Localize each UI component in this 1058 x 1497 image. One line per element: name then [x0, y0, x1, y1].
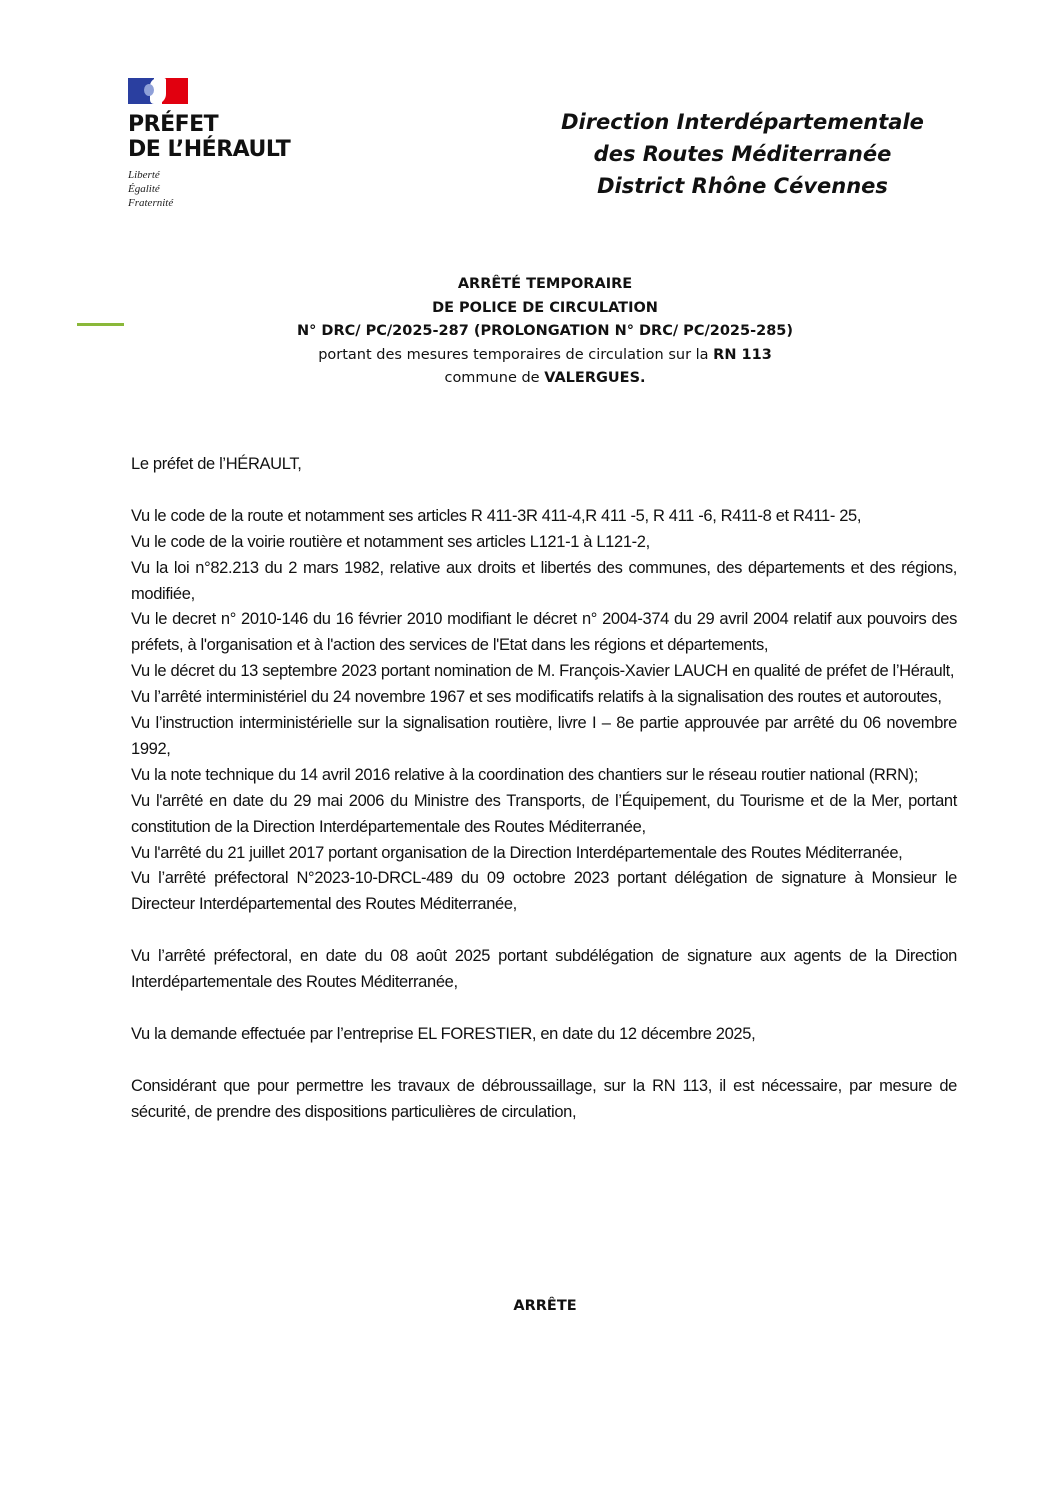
- visa-item: Vu le code de la voirie routière et notamment ses articles L121-1 à L121-2,: [131, 532, 650, 551]
- directorate-line2: des Routes Méditerranée: [593, 142, 892, 166]
- decision-heading: ARRÊTE: [513, 1298, 577, 1314]
- prefecture-name: [128, 112, 298, 162]
- visa-item: Vu l’instruction interministérielle sur la signalisation routière, livre I – 8e partie approuvée par arrêté du 06 novembre 1992,: [131, 714, 957, 758]
- visa-item: Vu le decret n° 2010-146 du 16 février 2010 modifiant le décret n° 2004-374 du 29 avril 2004 relatif aux pouvoirs des préfets, à l'organisation et à l'action des services de l'Etat dans les régions et départements,: [131, 610, 957, 655]
- motto-fraternite: Fraternité: [128, 197, 174, 209]
- motto-liberte: Liberté: [128, 169, 160, 181]
- visa-item: Vu le décret du 13 septembre 2023 portant nomination de M. François-Xavier LAUCH en qualité de préfet de l’Hérault,: [131, 662, 955, 681]
- visa-item: Vu l'arrêté en date du 29 mai 2006 du Ministre des Transports, de l’Équipement, du Tourisme et de la Mer, portant constitution de la Direction Interdépartementale des Routes Méditerranée,: [131, 791, 957, 836]
- visa-item: Vu la note technique du 14 avril 2016 relative à la coordination des chantiers sur le réseau routier national (RRN);: [131, 765, 919, 784]
- commune-name: VALERGUES.: [544, 370, 646, 386]
- visa-item: Vu l’arrêté interministériel du 24 novembre 1967 et ses modificatifs relatifs à la signalisation des routes et autoroutes,: [131, 688, 942, 707]
- commune-prefix: commune de: [444, 370, 545, 386]
- road-name: RN 113: [713, 346, 772, 363]
- decree-body: [131, 452, 957, 1126]
- motto-egalite: Égalité: [128, 183, 160, 195]
- title-line2: DE POLICE DE CIRCULATION: [432, 299, 658, 316]
- accent-rule: [77, 323, 124, 326]
- prefecture-logo: [128, 78, 298, 210]
- title-line1: ARRÊTÉ TEMPORAIRE: [457, 276, 633, 292]
- issuing-directorate: [520, 106, 965, 202]
- marianne-flag-icon: [128, 78, 188, 104]
- request-visa: Vu la demande effectuée par l’entreprise EL FORESTIER, en date du 12 décembre 2025,: [131, 1024, 756, 1043]
- decree-title: [200, 273, 890, 391]
- subject-text: portant des mesures temporaires de circulation sur la: [318, 346, 714, 363]
- decree-subject: [200, 344, 890, 368]
- visa-item: Vu le code de la route et notamment ses articles R 411-3R 411-4,R 411 -5, R 411 -6, R411-8 et R411- 25,: [131, 506, 862, 525]
- prefecture-name-line1: PRÉFET: [128, 112, 219, 137]
- directorate-line1: Direction Interdépartementale: [561, 110, 924, 134]
- visa-item: Vu l'arrêté du 21 juillet 2017 portant organisation de la Direction Interdépartementale des Routes Méditerranée,: [131, 843, 903, 862]
- republic-motto: [128, 168, 298, 210]
- considering-clause: Considérant que pour permettre les travaux de débroussaillage, sur la RN 113, il est nécessaire, par mesure de sécurité, de prendre des dispositions particulières de circulation,: [131, 1076, 957, 1121]
- visa-item: Vu l’arrêté préfectoral N°2023-10-DRCL-489 du 09 octobre 2023 portant délégation de signature à Monsieur le Directeur Interdépartemental des Routes Méditerranée,: [131, 869, 957, 914]
- visa-item: Vu la loi n°82.213 du 2 mars 1982, relative aux droits et libertés des communes, des départements et des régions, modifiée,: [131, 558, 957, 603]
- decree-number: N° DRC/ PC/2025-287 (PROLONGATION N° DRC/ PC/2025-285): [296, 323, 794, 339]
- marianne-face-mark: [144, 84, 154, 96]
- directorate-line3: District Rhône Cévennes: [597, 174, 888, 198]
- subdelegation-visa: Vu l’arrêté préfectoral, en date du 08 août 2025 portant subdélégation de signature aux agents de la Direction Interdépartementale des Routes Méditerranée,: [131, 947, 957, 992]
- decree-commune: [200, 367, 890, 391]
- opening-line: Le préfet de l’HÉRAULT,: [131, 455, 302, 473]
- prefecture-name-line2: DE L’HÉRAULT: [128, 137, 291, 162]
